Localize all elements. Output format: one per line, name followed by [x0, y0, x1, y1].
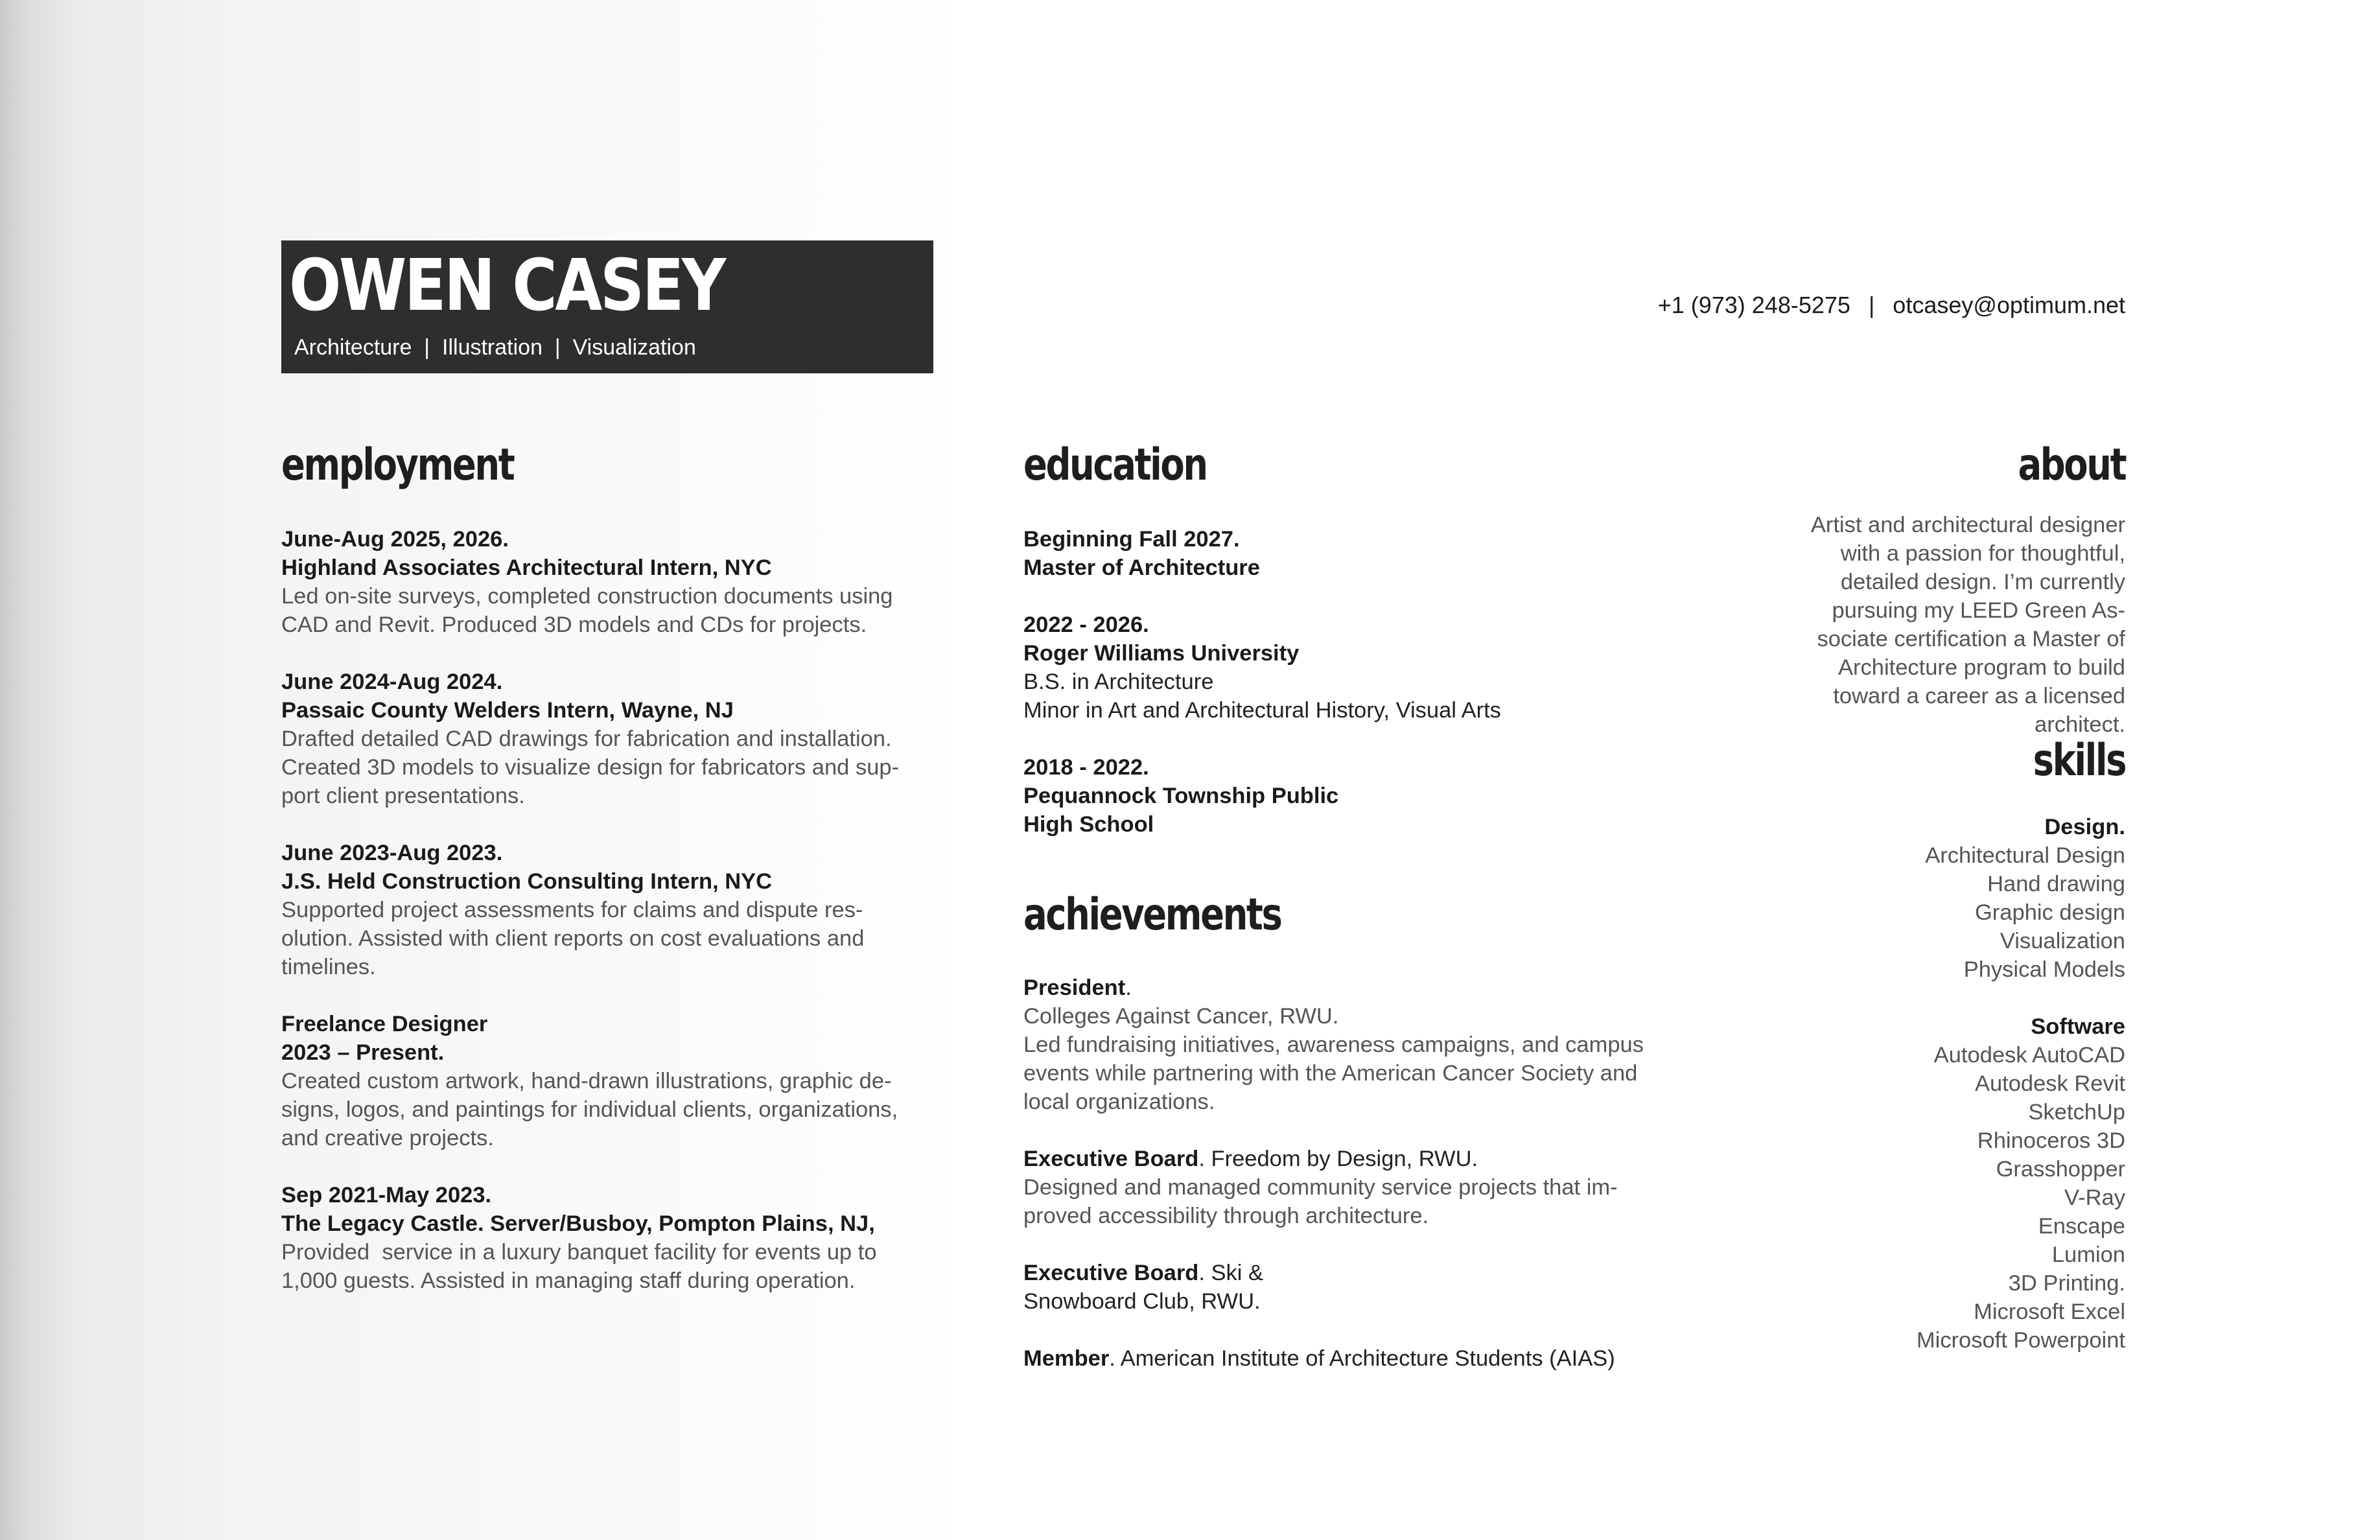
about-text	[1762, 511, 2125, 739]
entry-desc-line: Created 3D models to visualize design for fabricators and sup-	[281, 755, 900, 780]
entry-school: Pequannock Township Public	[1023, 784, 1339, 808]
entry-date: June-Aug 2025, 2026.	[281, 527, 509, 552]
achievement-title: Executive Board	[1023, 1147, 1199, 1171]
achievement-desc-line: Led fundraising initiatives, awareness campaigns, and campus	[1023, 1032, 1644, 1057]
skills-list	[1762, 813, 2125, 1355]
skills-heading: skills	[2033, 735, 2125, 786]
skill-item: Graphic design	[1974, 900, 2125, 925]
education-heading: education	[1023, 439, 1207, 491]
skill-item: Hand drawing	[1987, 872, 2125, 896]
entry-date: 2018 - 2022.	[1023, 755, 1149, 780]
skill-item: Architectural Design	[1925, 843, 2125, 868]
about-line: toward a career as a licensed	[1833, 684, 2125, 708]
about-line: with a passion for thoughtful,	[1840, 541, 2125, 566]
education-entry	[1023, 525, 1672, 582]
achievement-desc-line: Designed and managed community service projects that im-	[1023, 1175, 1618, 1200]
employment-entry	[281, 525, 981, 639]
about-line: Architecture program to build	[1838, 655, 2125, 680]
disciplines-line: Architecture | Illustration | Visualization	[294, 335, 696, 360]
entry-detail: Minor in Art and Architectural History, Visual Arts	[1023, 698, 1501, 723]
entry-role: J.S. Held Construction Consulting Intern, NYC	[281, 869, 773, 894]
about-line: pursuing my LEED Green As-	[1832, 598, 2125, 623]
email-address: otcasey@optimum.net	[1893, 292, 2125, 318]
entry-detail: B.S. in Architecture	[1023, 670, 1214, 694]
skill-item: Autodesk AutoCAD	[1933, 1043, 2125, 1068]
employment-list	[281, 525, 981, 1324]
skill-item: Lumion	[2051, 1242, 2125, 1267]
entry-date: June 2023-Aug 2023.	[281, 841, 503, 865]
achievement-org-cont: Snowboard Club, RWU.	[1023, 1289, 1261, 1314]
achievement-desc-line: Colleges Against Cancer, RWU.	[1023, 1004, 1339, 1029]
entry-desc-line: CAD and Revit. Produced 3D models and CDs for projects.	[281, 612, 867, 637]
employment-entry	[281, 1010, 981, 1152]
skill-item: V-Ray	[2064, 1185, 2125, 1210]
entry-role: Highland Associates Architectural Intern, NYC	[281, 555, 772, 580]
about-heading: about	[2018, 439, 2125, 491]
achievement-title: Executive Board	[1023, 1261, 1199, 1285]
entry-desc-line: olution. Assisted with client reports on cost evaluations and	[281, 926, 865, 951]
entry-desc-line: port client presentations.	[281, 784, 525, 808]
name-banner	[281, 240, 933, 373]
about-line: sociate certification a Master of	[1817, 627, 2125, 651]
achievements-heading: achievements	[1023, 889, 1281, 940]
skill-item: Grasshopper	[1996, 1157, 2125, 1182]
achievement-entry	[1023, 1259, 1704, 1316]
about-line: Artist and architectural designer	[1810, 513, 2125, 537]
achievement-entry	[1023, 974, 1704, 1116]
entry-date: June 2024-Aug 2024.	[281, 670, 503, 694]
candidate-name: OWEN CASEY	[289, 244, 725, 327]
skill-item: Visualization	[2000, 929, 2125, 953]
entry-date: 2023 – Present.	[281, 1040, 445, 1065]
achievement-org: .	[1125, 975, 1132, 1000]
achievement-entry	[1023, 1344, 1704, 1373]
education-entry	[1023, 753, 1672, 839]
entry-date: Beginning Fall 2027.	[1023, 527, 1240, 552]
employment-heading: employment	[281, 439, 514, 491]
phone-number: +1 (973) 248-5275	[1657, 292, 1850, 318]
skill-item: Rhinoceros 3D	[1977, 1128, 2125, 1153]
contact-separator: |	[1868, 292, 1875, 318]
achievements-list	[1023, 974, 1704, 1401]
skills-software-group	[1762, 1012, 2125, 1355]
achievement-title: Member	[1023, 1346, 1110, 1371]
about-line: detailed design. I’m currently	[1840, 570, 2125, 594]
entry-desc-line: Provided service in a luxury banquet facility for events up to	[281, 1240, 877, 1265]
achievement-org: . Ski &	[1198, 1261, 1264, 1285]
education-entry	[1023, 611, 1672, 725]
entry-role: Freelance Designer	[281, 1012, 488, 1036]
entry-desc-line: timelines.	[281, 955, 376, 979]
skill-item: 3D Printing.	[2008, 1271, 2125, 1296]
skills-software-title: Software	[2031, 1014, 2125, 1039]
entry-desc-line: Supported project assessments for claims and dispute res-	[281, 898, 863, 922]
employment-entry	[281, 1181, 981, 1295]
achievement-org: . Freedom by Design, RWU.	[1198, 1147, 1478, 1171]
achievement-org: . American Institute of Architecture Students (AIAS)	[1109, 1346, 1615, 1371]
entry-date: 2022 - 2026.	[1023, 612, 1149, 637]
contact-info	[1658, 292, 2125, 319]
skill-item: Microsoft Powerpoint	[1916, 1328, 2125, 1353]
skill-item: Autodesk Revit	[1974, 1071, 2125, 1096]
education-list	[1023, 525, 1672, 867]
entry-desc-line: 1,000 guests. Assisted in managing staff during operation.	[281, 1268, 856, 1293]
skill-item: SketchUp	[2028, 1100, 2125, 1125]
skill-item: Physical Models	[1963, 957, 2125, 982]
entry-degree: Master of Architecture	[1023, 555, 1260, 580]
entry-desc-line: Drafted detailed CAD drawings for fabrication and installation.	[281, 727, 892, 751]
entry-desc-line: signs, logos, and paintings for individual clients, organizations,	[281, 1097, 898, 1122]
entry-role: The Legacy Castle. Server/Busboy, Pompton Plains, NJ,	[281, 1211, 875, 1236]
entry-school: Roger Williams University	[1023, 641, 1300, 666]
entry-school-cont: High School	[1023, 812, 1154, 837]
employment-entry	[281, 839, 981, 981]
achievement-desc-line: proved accessibility through architecture.	[1023, 1204, 1429, 1228]
entry-role: Passaic County Welders Intern, Wayne, NJ	[281, 698, 734, 723]
achievement-title: President	[1023, 975, 1126, 1000]
entry-desc-line: Led on-site surveys, completed construction documents using	[281, 584, 893, 609]
entry-desc-line: Created custom artwork, hand-drawn illustrations, graphic de-	[281, 1069, 892, 1093]
entry-desc-line: and creative projects.	[281, 1126, 494, 1150]
achievement-desc-line: events while partnering with the American Cancer Society and	[1023, 1061, 1638, 1086]
employment-entry	[281, 668, 981, 810]
skills-design-title: Design.	[2044, 815, 2125, 839]
about-line: architect.	[2035, 712, 2125, 737]
achievement-entry	[1023, 1145, 1704, 1230]
skills-design-group	[1762, 813, 2125, 984]
entry-date: Sep 2021-May 2023.	[281, 1183, 492, 1208]
skill-item: Microsoft Excel	[1974, 1300, 2125, 1324]
skill-item: Enscape	[2038, 1214, 2125, 1239]
achievement-desc-line: local organizations.	[1023, 1090, 1215, 1114]
